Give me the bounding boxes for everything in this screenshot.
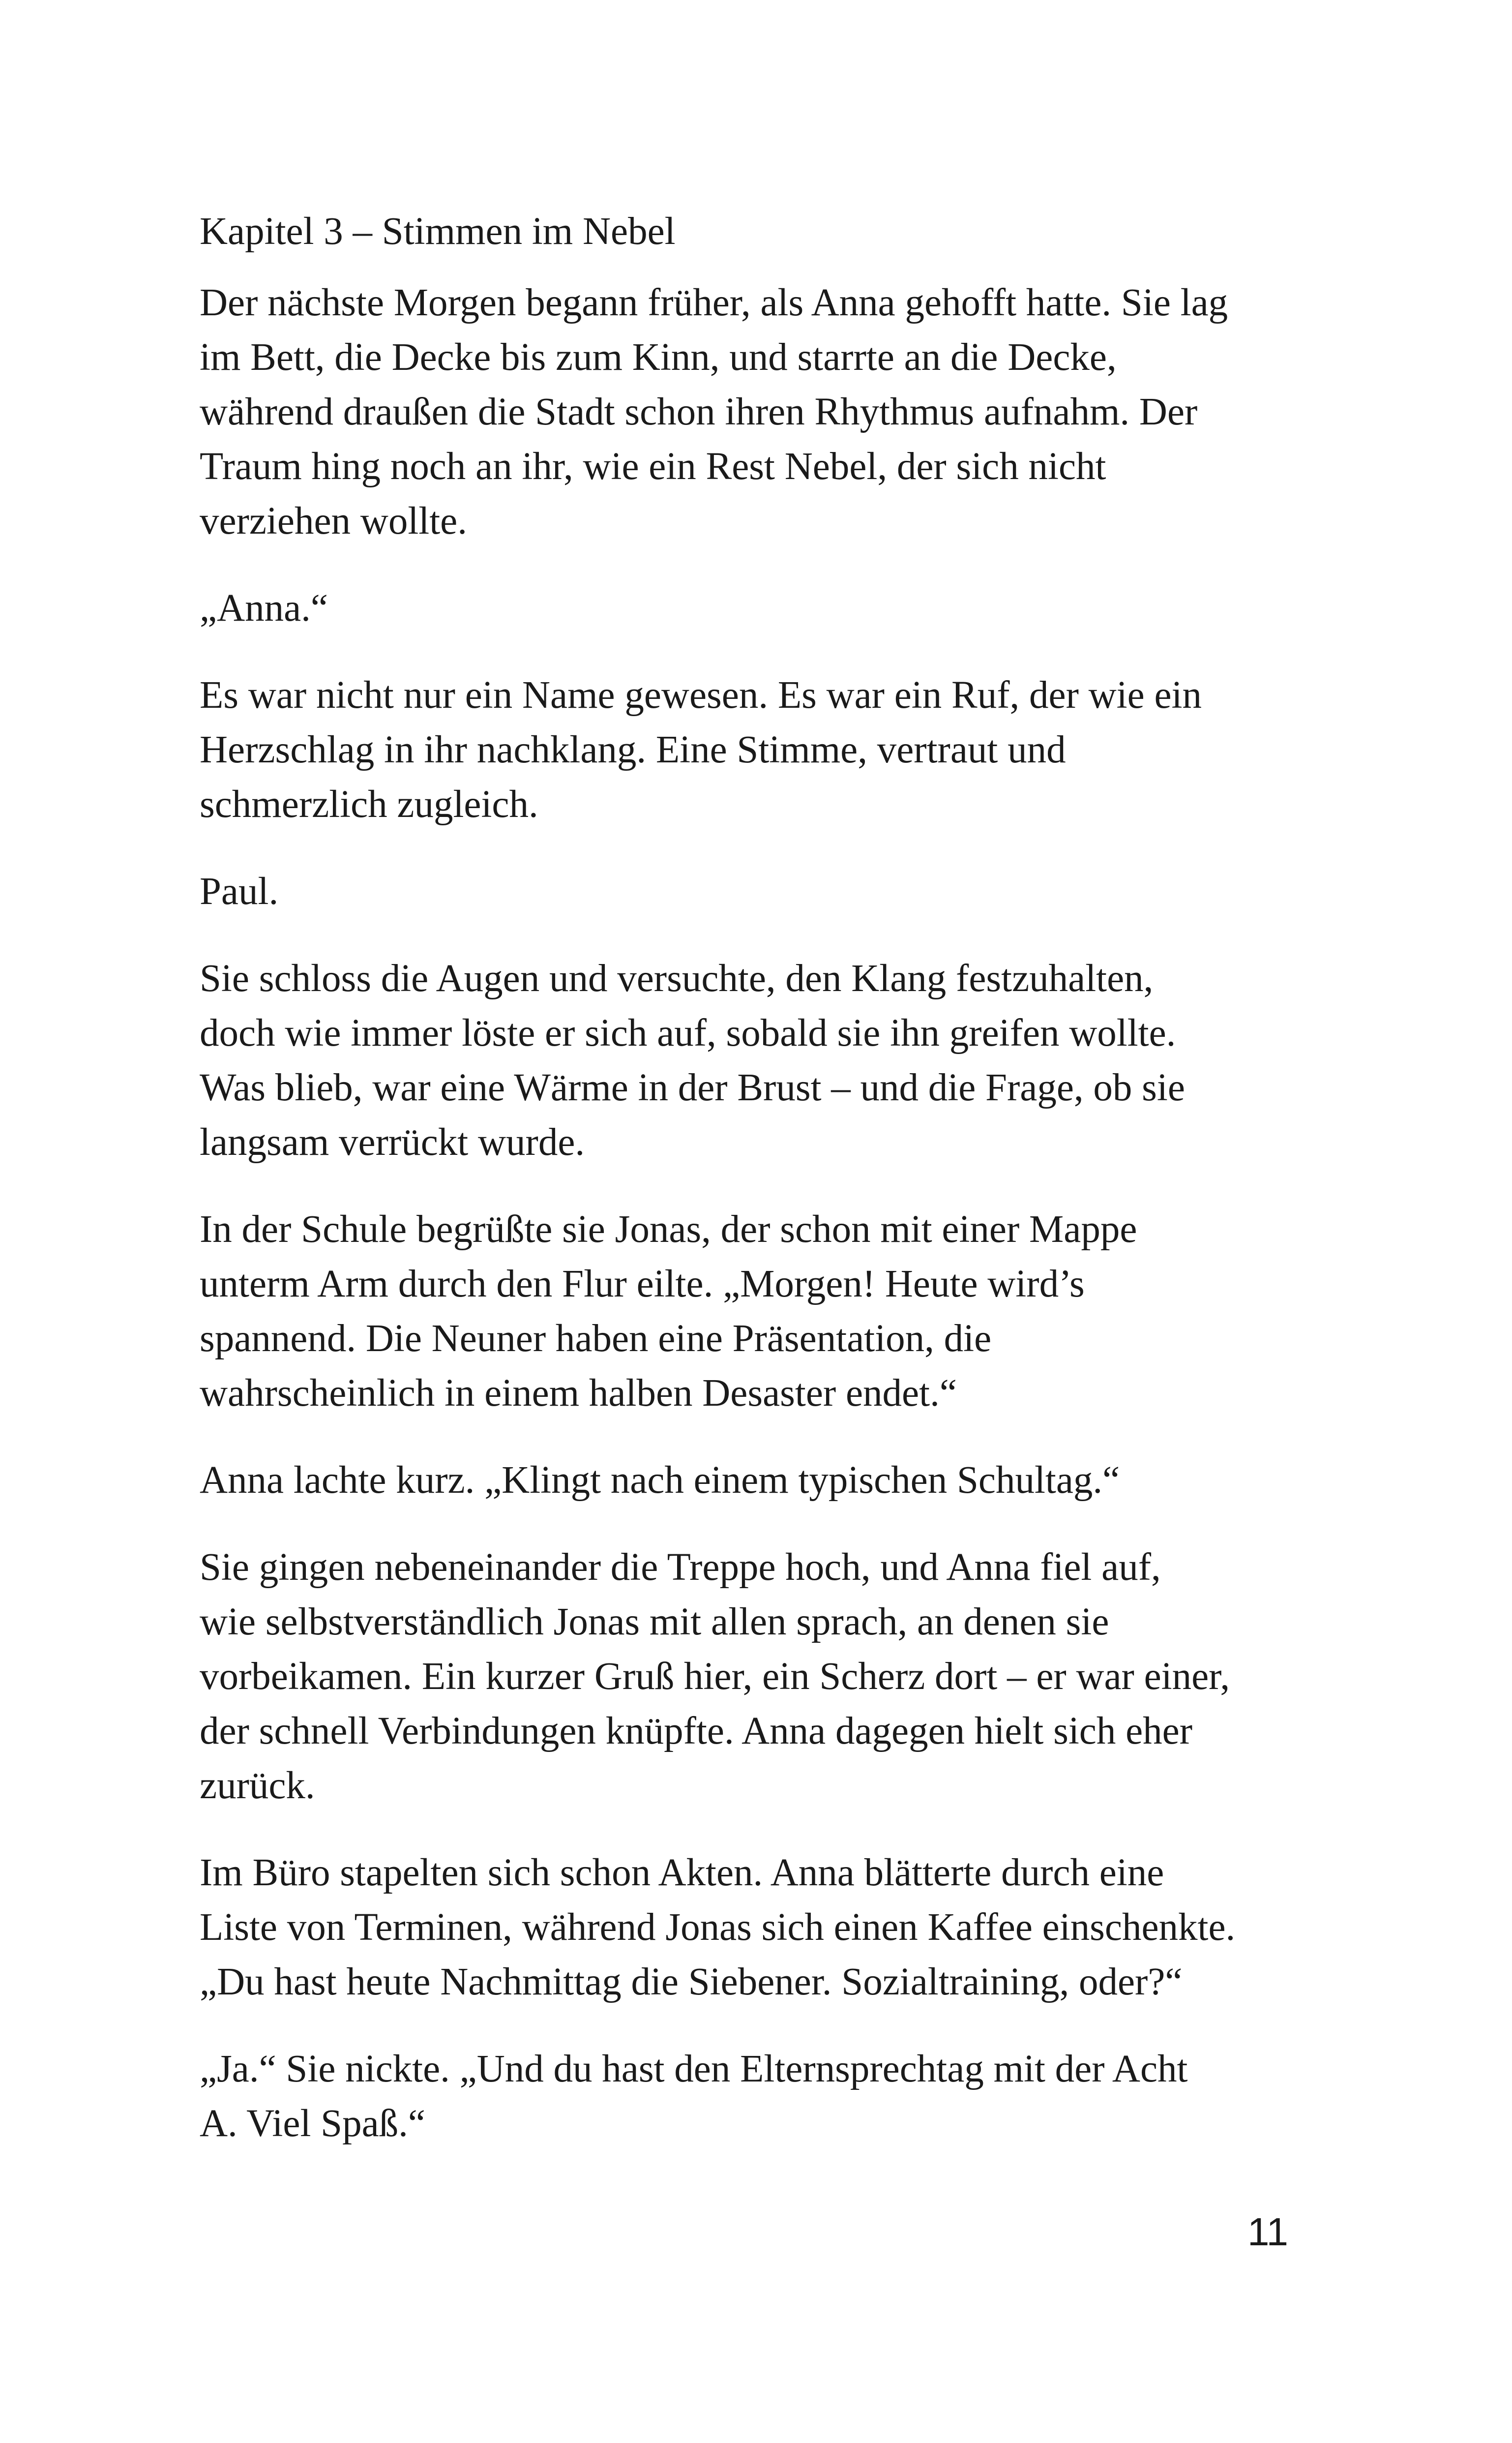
chapter-title: Kapitel 3 – Stimmen im Nebel	[200, 210, 676, 253]
paragraph-9: Im Büro stapelten sich schon Akten. Anna blätterte durch eine Liste von Terminen, während Jonas sich einen Kaffee einschenkte. „Du hast heute Nachmittag die Siebener. Sozialtraining, oder?“	[200, 1851, 1236, 2003]
page-text	[200, 204, 1316, 2183]
paragraph-1: Der nächste Morgen begann früher, als Anna gehofft hatte. Sie lag im Bett, die Decke bis zum Kinn, und starrte an die Decke, während draußen die Stadt schon ihren Rhythmus aufnahm. Der Traum hing noch an ihr, wie ein Rest Nebel, der sich nicht verziehen wollte.	[200, 281, 1228, 543]
paragraph-2: „Anna.“	[200, 587, 328, 630]
paragraph-5: Sie schloss die Augen und versuchte, den Klang festzuhalten, doch wie immer löste er sich auf, sobald sie ihn greifen wollte. Was blieb, war eine Wärme in der Brust – und die Frage, ob sie langsam verrückt wurde.	[200, 957, 1185, 1164]
paragraph-4: Paul.	[200, 870, 279, 913]
paragraph-7: Anna lachte kurz. „Klingt nach einem typischen Schultag.“	[200, 1459, 1120, 1502]
paragraph-10: „Ja.“ Sie nickte. „Und du hast den Elternsprechtag mit der Acht A. Viel Spaß.“	[200, 2048, 1188, 2145]
paragraph-8: Sie gingen nebeneinander die Treppe hoch, und Anna fiel auf, wie selbstverständlich Jonas mit allen sprach, an denen sie vorbeikamen. Ein kurzer Gruß hier, ein Scherz dort – er war einer, der schnell Verbindungen knüpfte. Anna dagegen hielt sich eher zurück.	[200, 1546, 1230, 1807]
paragraph-6: In der Schule begrüßte sie Jonas, der schon mit einer Mappe unterm Arm durch den Flur eilte. „Morgen! Heute wird’s spannend. Die Neuner haben eine Präsentation, die wahrscheinlich in einem halben Desaster endet.“	[200, 1208, 1137, 1415]
page-number: 11	[1247, 2210, 1288, 2254]
paragraph-3: Es war nicht nur ein Name gewesen. Es war ein Ruf, der wie ein Herzschlag in ihr nachklang. Eine Stimme, vertraut und schmerzlich zugleich.	[200, 674, 1202, 826]
